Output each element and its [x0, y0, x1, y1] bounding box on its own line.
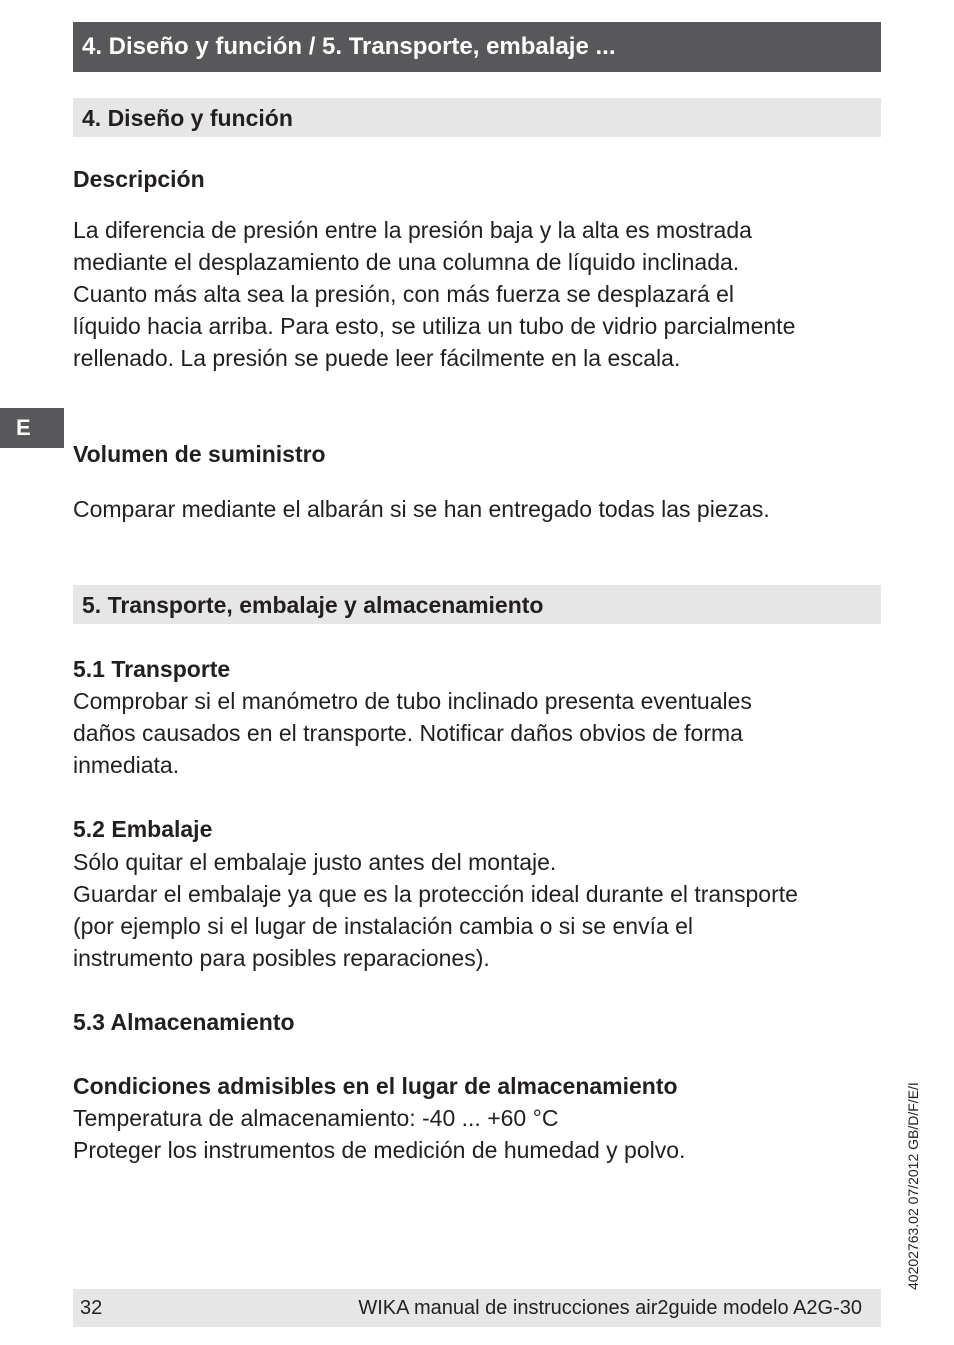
volumen-heading: Volumen de suministro — [73, 441, 326, 467]
almacenamiento-line: Proteger los instrumentos de medición de humedad y polvo. — [73, 1137, 686, 1163]
section-5-heading — [73, 585, 881, 624]
descripcion-line: líquido hacia arriba. Para esto, se utiliza un tubo de vidrio parcialmente — [73, 313, 796, 339]
page-header — [73, 22, 881, 72]
embalaje-line: (por ejemplo si el lugar de instalación cambia o si se envía el — [73, 913, 694, 939]
almacenamiento-line: Temperatura de almacenamiento: -40 ... +60 °C — [73, 1105, 559, 1131]
volumen-text: Comparar mediante el albarán si se han entregado todas las piezas. — [73, 496, 770, 522]
embalaje-line: Guardar el embalaje ya que es la protección ideal durante el transporte — [73, 881, 798, 907]
descripcion-line: rellenado. La presión se puede leer fácilmente en la escala. — [73, 345, 681, 371]
transporte-line: Comprobar si el manómetro de tubo inclinado presenta eventuales — [73, 688, 752, 714]
section-4-title: 4. Diseño y función — [82, 105, 293, 131]
descripcion-line: mediante el desplazamiento de una columna de líquido inclinada. — [73, 249, 740, 275]
document-code: 40202763.02 07/2012 GB/D/F/E/I — [905, 1082, 921, 1290]
embalaje-line: instrumento para posibles reparaciones). — [73, 945, 490, 971]
descripcion-heading: Descripción — [73, 166, 205, 192]
transporte-line: daños causados en el transporte. Notificar daños obvios de forma — [73, 720, 743, 746]
descripcion-line: Cuanto más alta sea la presión, con más fuerza se desplazará el — [73, 281, 734, 307]
embalaje-line: Sólo quitar el embalaje justo antes del montaje. — [73, 849, 557, 875]
page-footer — [73, 1289, 881, 1327]
transporte-heading: 5.1 Transporte — [73, 656, 231, 682]
page-header-title: 4. Diseño y función / 5. Transporte, embalaje ... — [82, 33, 616, 60]
embalaje-heading: 5.2 Embalaje — [73, 816, 213, 842]
section-5-title: 5. Transporte, embalaje y almacenamiento — [82, 592, 544, 618]
page-number: 32 — [80, 1297, 103, 1319]
language-tab-label: E — [16, 415, 31, 440]
footer-text: WIKA manual de instrucciones air2guide modelo A2G-30 — [358, 1297, 862, 1319]
language-tab — [0, 408, 64, 448]
section-4-heading — [73, 98, 881, 137]
transporte-line: inmediata. — [73, 752, 180, 778]
almacenamiento-heading: 5.3 Almacenamiento — [73, 1009, 295, 1035]
descripcion-line: La diferencia de presión entre la presión baja y la alta es mostrada — [73, 217, 752, 243]
almacenamiento-conditions-heading: Condiciones admisibles en el lugar de almacenamiento — [73, 1073, 678, 1099]
